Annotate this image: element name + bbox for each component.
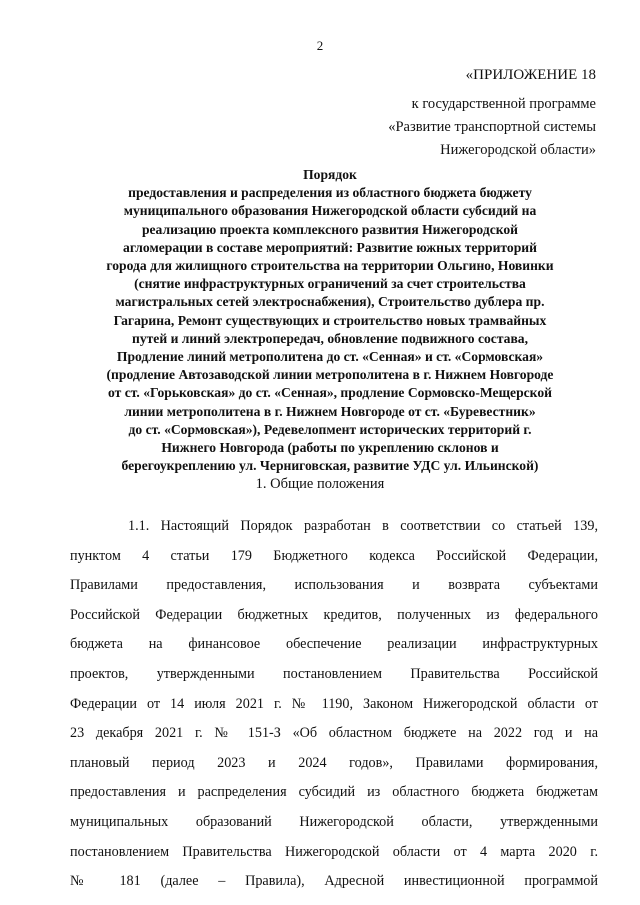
body-line: плановый период 2023 и 2024 годов», Правилами формирования, — [70, 754, 598, 771]
body-line: пунктом 4 статьи 179 Бюджетного кодекса Российской Федерации, — [70, 547, 598, 564]
body-line: Правилами предоставления, использования и возврата субъектами — [70, 577, 598, 594]
title-line: (продление Автозаводской линии метрополитена в г. Нижнем Новгороде — [106, 367, 554, 383]
body-line: Российской Федерации бюджетных кредитов, полученных из федерального — [70, 606, 598, 623]
appendix-heading: «ПРИЛОЖЕНИЕ 18 — [465, 67, 596, 83]
appendix-block — [388, 64, 596, 162]
title-line: города для жилищного строительства на территории Ольгино, Новинки — [106, 258, 554, 274]
title-line: магистральных сетей электроснабжения), Строительство дублера пр. — [115, 294, 545, 310]
section-heading: 1. Общие положения — [255, 476, 385, 492]
title-line: путей и линий электропередач, обновление подвижного состава, — [132, 330, 528, 346]
body-paragraph — [70, 512, 598, 897]
title-line: от ст. «Горьковская» до ст. «Сенная», продление Сормовско-Мещерской — [108, 385, 552, 401]
title-line: агломерации в составе мероприятий: Развитие южных территорий — [123, 239, 537, 255]
title-line: берегоукреплению ул. Черниговская, развитие УДС ул. Ильинской) — [121, 458, 539, 474]
body-line: постановлением Правительства Нижегородской области от 4 марта 2020 г. — [70, 843, 598, 860]
title-line: муниципального образования Нижегородской области субсидий на — [123, 203, 537, 219]
appendix-line: «Развитие транспортной системы — [388, 119, 596, 135]
body-line: 23 декабря 2021 г. № 151-З «Об областном бюджете на 2022 год и на — [70, 725, 598, 742]
appendix-line: Нижегородской области» — [440, 142, 596, 158]
body-line: № 181 (далее – Правила), Адресной инвестиционной программой — [70, 873, 598, 890]
document-title — [70, 166, 590, 475]
title-line: Гагарина, Ремонт существующих и строительство новых трамвайных — [113, 312, 547, 328]
body-line: 1.1. Настоящий Порядок разработан в соответствии со статьей 139, — [128, 518, 598, 534]
body-line: муниципальных образований Нижегородской области, утвержденными — [70, 813, 598, 830]
title-line: линии метрополитена в г. Нижнем Новгороде от ст. «Буревестник» — [124, 403, 536, 419]
title-heading: Порядок — [303, 167, 357, 182]
title-line: до ст. «Сормовская»), Редевелопмент исторических территорий г. — [128, 421, 532, 437]
body-line: бюджета на финансовое обеспечение реализации инфраструктурных — [70, 636, 598, 653]
body-line: проектов, утвержденными постановлением Правительства Российской — [70, 665, 598, 682]
body-line: предоставления и распределения субсидий из областного бюджета бюджетам — [70, 784, 598, 801]
body-line: Федерации от 14 июля 2021 г. № 1190, Законом Нижегородской области от — [70, 695, 598, 712]
title-line: (снятие инфраструктурных ограничений за счет строительства — [134, 276, 526, 292]
title-line: реализацию проекта комплексного развития Нижегородской — [141, 221, 519, 237]
appendix-line: к государственной программе — [411, 96, 596, 112]
page-number: 2 — [316, 38, 324, 53]
title-line: Продление линий метрополитена до ст. «Сенная» и ст. «Сормовская» — [116, 349, 544, 365]
title-line: предоставления и распределения из областного бюджета бюджету — [128, 185, 532, 201]
title-line: Нижнего Новгорода (работы по укреплению склонов и — [161, 440, 499, 456]
